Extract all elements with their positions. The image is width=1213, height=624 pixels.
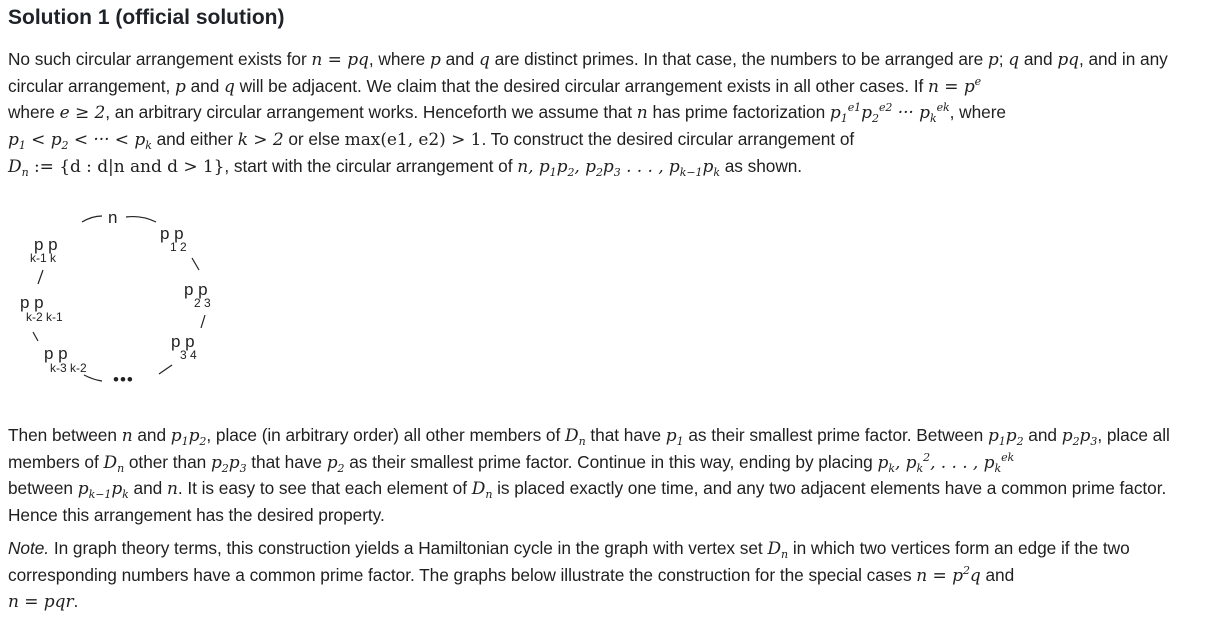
node-pk1pk-sub: k-1 k	[30, 251, 57, 265]
node-pk3pk2: p p	[44, 344, 68, 363]
circular-arrangement-diagram	[0, 195, 230, 395]
node-n: n	[108, 208, 118, 227]
edge-p3p4-dots	[159, 365, 172, 374]
node-pk2pk1: p p	[20, 293, 44, 312]
node-p3p4: p p	[171, 332, 195, 351]
edge-pk2-pk1	[38, 270, 43, 284]
paragraph-note: Note. In graph theory terms, this construction yields a Hamiltonian cycle in the graph with vertex set $D_n$ in which two vertices form an edge if the two corresponding numbers have a common prime factor. The graphs below illustrate the construction for the special cases $n = p^2q$ and n = pqr.	[8, 538, 1130, 613]
edge-p1p2-p2p3	[192, 258, 199, 270]
node-p2p3: p p	[184, 280, 208, 299]
node-pk2pk1-sub: k-2 k-1	[26, 310, 63, 324]
node-p2p3-sub: 2 3	[194, 296, 211, 310]
edge-p2p3-p3p4	[201, 315, 205, 328]
solution-heading: Solution 1 (official solution)	[8, 6, 285, 29]
node-pk3pk2-sub: k-3 k-2	[50, 361, 87, 375]
paragraph-construction: Then between n and $p_1p_2$, place (in arbitrary order) all other members of $D_n$ that have $p_1$ as their smallest prime factor. Between $p_1p_2$ and $p_2p_3$, place all members of $D_n$ other than $p_2p_3$ that have $p_2$ as their smallest prime factor. Continue in this way, ending by placing $p_k$, $p_k^2$, . . . , $p_k^{ek}$ between $p_{k-1}p_k$ and n. It is easy to see that each element of $D_n$ is placed exactly one time, and any two adjacent elements have a common prime factor. Hence this arrangement has the desired property.	[8, 425, 1170, 526]
edge-n-p1p2	[126, 217, 156, 222]
edge-pk3-pk2	[33, 332, 38, 341]
edge-pk-n	[82, 216, 102, 222]
paragraph-intro: No such circular arrangement exists for n = pq, where p and q are distinct primes. In that case, the numbers to be arranged are p; q and pq, and in any circular arrangement, p and q will be adjacent. We claim that the desired circular arrangement exists in all other cases. If $n = p^e$ where e ≥ 2, an arbitrary circular arrangement works. Henceforth we assume that n has prime factorization $p_1^{e1}p_2^{e2}$ ··· $p_k^{ek}$, where $p_1 < p_2$ < ··· < $p_k$ and either k > 2 or else max(e1, e2) > 1. To construct the desired circular arrangement of $D_n$ := {d : d|n and d > 1}, start with the circular arrangement of n, $p_1p_2$, $p_2p_3$ . . . , $p_{k-1}p_k$ as shown.	[8, 49, 1168, 179]
node-p3p4-sub: 3 4	[180, 348, 197, 362]
edge-pk3pk2-dots	[84, 375, 102, 381]
node-p1p2-sub: 1 2	[170, 240, 187, 254]
ellipsis-dots: •••	[113, 370, 134, 389]
node-pk1pk: p p	[34, 235, 58, 254]
node-p1p2: p p	[160, 224, 184, 243]
